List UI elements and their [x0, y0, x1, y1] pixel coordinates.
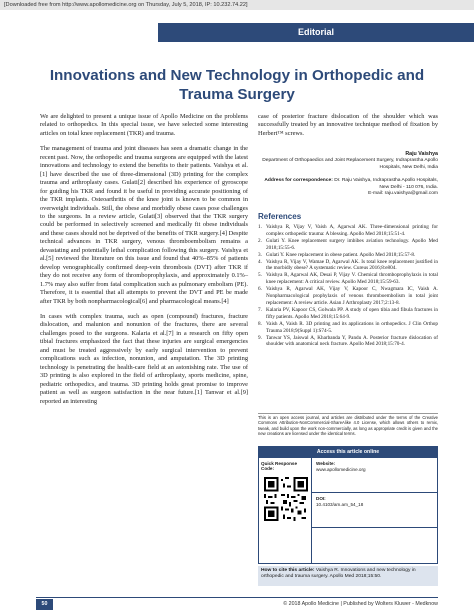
author-email[interactable]: E-mail: raju.vaishya@gmail.com — [368, 191, 438, 197]
reference-number: 2. — [258, 237, 262, 244]
reference-text: Vaishya R, Vijay V, Vaish A, Agarwal AK. Three-dimensional printing for complex orthopedic trauma: A blessing. Apollo Med 2018;15:51-4. — [266, 224, 438, 237]
reference-number: 4. — [258, 258, 262, 265]
qr-label: Quick Response Code: — [261, 461, 297, 471]
correspondence-label: Address for correspondence: — [264, 178, 333, 184]
reference-text: Kalaria PV, Kapoor CS, Golwala PP. A study of open tibia and fibula fractures in fifty patients. Apollo Med 2018;15:64-9. — [266, 306, 438, 320]
how-to-cite-box — [258, 566, 438, 586]
reference-item — [258, 272, 438, 286]
reference-number: 1. — [258, 224, 262, 230]
doi-link[interactable]: 10.4103/am.am_54_18 — [316, 502, 364, 507]
article-title: Innovations and New Technology in Orthopedic and Trauma Surgery — [49, 67, 425, 103]
right-column-text: case of posterior fracture dislocation of the shoulder which was successfully treated by an innovative technique method of fixation by Herbert™ screws. — [258, 113, 438, 137]
reference-item — [258, 286, 438, 307]
reference-item — [258, 321, 438, 335]
reference-text: Vaishya R, Agarwal AK, Vijay V, Kapoor C, Nwagmara IC, Vaish A. Nonpharmacological prophylaxis of venous thromboembolism in total joint replacement: A review article. Asian J Arthroplasty 2017;2:13-8. — [266, 286, 438, 306]
reference-text: Vaish A, Vaish R. 3D printing and its applications in orthopedics. J Clin Orthop Trauma 2018;9(Suppl 1):S74-5. — [266, 320, 438, 334]
cite-text: Vaishya R. Innovations and new technology in orthopedic and trauma surgery. Apollo Med 2018;15:50. — [261, 568, 416, 580]
website-row — [312, 458, 437, 493]
reference-text: Vaishya R, Vijay V, Wamae D, Agarwal AK. Is total knee replacement justified in the morbidly obese? A systematic review. Cureus 2016;8:e804. — [266, 258, 438, 272]
reference-item — [258, 259, 438, 273]
access-article-box — [258, 446, 438, 564]
reference-number: 8. — [258, 320, 262, 327]
intro-paragraph: We are delighted to present a unique issue of Apollo Medicine on the problems related to orthopedics. In this special issue, we have selected some interesting articles on total knee replacement (TKR) and trauma. — [40, 113, 248, 137]
page-number: 50 — [36, 599, 53, 610]
reference-text: Tanwar YS, Jaiswal A, Kharbanda Y, Pandu A. Posterior fracture dislocation of shoulder with anatomical neck fracture. Apollo Med 2018;15:70-4. — [266, 334, 438, 348]
website-label: Website: — [316, 461, 336, 466]
body-paragraph: The management of trauma and joint diseases has seen a dramatic change in the recent past. Now, the orthopedic and trauma surgeons are equipped with the latest innovations and technology to extend the benefits to their patients. Vaishya et al.[1] have described the use of three-dimensional (3D) printing for the complex trauma and arthroplasty cases. Gulati[2] described his experience of gyroscope for guiding his TKR and found it be useful in providing accurate positioning of the TKR implants. Osteoarthritis of the knee joint is known to be common in overweight individuals. Still, the obese and morbidly obese cases pose challenges to the surgeons. In a review article, Gulati[3] observed that the TKR surgery could be performed in selectively screened and medically fit obese individuals and these cases should not be deprived of the benefits of TKR surgery.[4] Despite technical advances in TKR surgery, venous thromboembolism remains a devastating and potentially lethal complication following this surgery. Vaishya et al.[5] reviewed the literature on this issue and found that 40%–85% of patients develop venographically confirmed deep-vein thrombosis (DVT) after TKR if they do not receive any form of thromboprophylaxis, and approximately 0.1%–1.7% may also suffer from fatal complication such as pulmonary embolism (PE). Therefore, it is essential that all attempts to prevent the DVT and PE be made after TKR by both nonpharmacological[6] and pharmacological means.[4] — [40, 145, 248, 305]
reference-number: 7. — [258, 306, 262, 313]
doi-row — [312, 493, 437, 528]
website-link[interactable]: www.apollomedicine.org — [316, 467, 366, 472]
cite-label: How to cite this article: — [261, 568, 315, 573]
open-access-note: This is an open access journal, and articles are distributed under the terms of the Creative Commons Attribution-NonCommercial-ShareAlike 4.0 License, which allows others to remix, tweak, and build upon the work non-commercially, as long as appropriate credit is given and the new creations are licensed under the identical terms. — [258, 415, 438, 436]
qr-code-icon[interactable] — [264, 477, 308, 521]
reference-text: Gulati Y. Knee replacement in obese patient. Apollo Med 2018;15:57-8. — [266, 251, 416, 258]
divider — [258, 413, 438, 414]
reference-number: 3. — [258, 251, 262, 258]
reference-number: 5. — [258, 272, 262, 279]
author-name: Raju Vaishya — [405, 151, 438, 157]
body-paragraph: In cases with complex trauma, such as open (compound) fractures, fracture dislocation, and malunion and nonunion of the fractures, there are several challenges posed to the surgeons. Kalaria et al.[7] in a research on fifty open tibial fractures emphasized the fact that these injuries are surgical emergencies and must be treated aggressively by early surgical intervention to prevent complications such as infection, nonunion, and amputation. The 3D printing technology is penetrating the health-care field at an astonishing rate. The use of 3D printing is also explored in the field of arthroplasty, sports medicine, spine, pediatric orthopedics, and trauma. 3D printing holds great promise to improve patient as well as surgeon satisfaction in the near future.[1] Tanwar et al.[9] reported an interesting — [40, 312, 248, 405]
reference-item — [258, 238, 438, 252]
access-info — [312, 458, 437, 563]
reference-number: 6. — [258, 286, 262, 293]
access-box-heading: Access this article online — [259, 447, 437, 458]
footer-divider — [36, 597, 438, 598]
reference-item — [258, 335, 438, 349]
reference-item — [258, 307, 438, 321]
correspondence-address — [258, 178, 438, 191]
author-affiliation: Department of Orthopaedics and Joint Replacement Surgery, Indraprastha Apollo Hospitals, New Delhi, India — [262, 158, 438, 170]
reference-item — [258, 224, 438, 238]
reference-text: Gulati Y. Knee replacement surgery imbibes aviation technology. Apollo Med 2018;15:55-6. — [266, 237, 438, 251]
reference-number: 9. — [258, 334, 262, 341]
correspondence-text: Dr. Raju Vaishya, Indraprastha Apollo Hospitals, New Delhi - 110 076, India. — [334, 178, 438, 190]
references-heading: References — [258, 212, 302, 221]
download-banner: [Downloaded free from http://www.apollomedicine.org on Thursday, July 5, 2018, IP: 10.232.74.22] — [0, 0, 474, 10]
left-column — [40, 113, 248, 413]
author-block — [258, 151, 438, 197]
doi-label: DOI: — [316, 496, 326, 501]
empty-row — [312, 528, 437, 563]
footer-copyright: © 2018 Apollo Medicine | Published by Wolters Kluwer - Medknow — [283, 601, 438, 607]
reference-item — [258, 252, 438, 259]
reference-text: Vaishya R, Agarwal AK, Desai P, Vijay V. Chemical thromboprophylaxis in total knee replacement: A critical review. Apollo Med 2018;15:59-63. — [266, 272, 438, 286]
qr-cell — [259, 458, 312, 563]
section-tag: Editorial — [158, 23, 474, 42]
references-list — [258, 224, 438, 348]
